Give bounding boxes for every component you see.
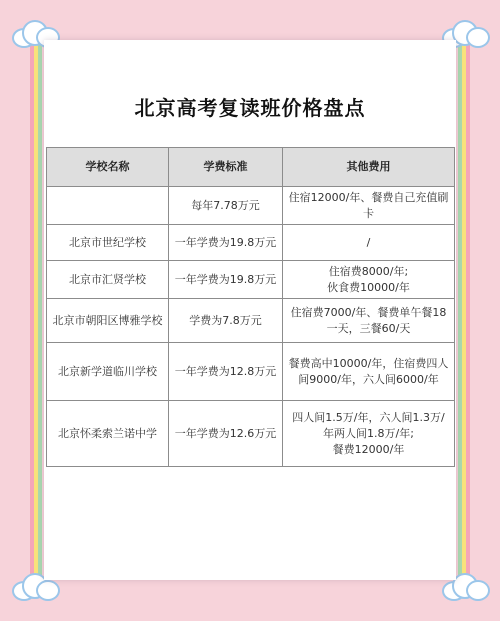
column-header-other-fees: 其他费用 (283, 148, 455, 187)
table-row (47, 343, 455, 401)
decor-stripe (462, 30, 466, 591)
table-row (47, 187, 455, 225)
cell-other-fees: 住宿费7000/年、餐费单午餐18 一天，三餐60/天 (283, 299, 455, 343)
column-header-tuition: 学费标准 (169, 148, 283, 187)
cell-school (47, 187, 169, 225)
cell-tuition: 一年学费为19.8万元 (169, 261, 283, 299)
cell-other-fees: 四人间1.5万/年，六人间1.3万/ 年两人间1.8万/年; 餐费12000/年 (283, 401, 455, 467)
page-title: 北京高考复读班价格盘点 (134, 96, 366, 120)
document-card (44, 40, 456, 580)
cell-other-fees: / (283, 225, 455, 261)
table-row (47, 261, 455, 299)
cell-tuition: 每年7.78万元 (169, 187, 283, 225)
cell-tuition: 一年学费为12.6万元 (169, 401, 283, 467)
cell-tuition: 学费为7.8万元 (169, 299, 283, 343)
cell-other-fees: 餐费高中10000/年，住宿费四人 间9000/年，六人间6000/年 (283, 343, 455, 401)
cell-school: 北京市汇贤学校 (47, 261, 169, 299)
cell-other-fees: 住宿费8000/年; 伙食费10000/年 (283, 261, 455, 299)
cell-school: 北京新学道临川学校 (47, 343, 169, 401)
decor-stripe (38, 30, 42, 591)
column-header-school: 学校名称 (47, 148, 169, 187)
decor-stripe (458, 30, 462, 591)
table-header-row (47, 148, 455, 187)
table-row (47, 401, 455, 467)
cell-school: 北京市世纪学校 (47, 225, 169, 261)
table-row (47, 225, 455, 261)
table-row (47, 299, 455, 343)
price-table (46, 147, 455, 467)
cell-tuition: 一年学费为19.8万元 (169, 225, 283, 261)
cell-other-fees: 住宿12000/年、餐费自己充值刷 卡 (283, 187, 455, 225)
cell-school: 北京怀柔索兰诺中学 (47, 401, 169, 467)
cell-tuition: 一年学费为12.8万元 (169, 343, 283, 401)
decor-stripe (466, 30, 470, 591)
cell-school: 北京市朝阳区博雅学校 (47, 299, 169, 343)
